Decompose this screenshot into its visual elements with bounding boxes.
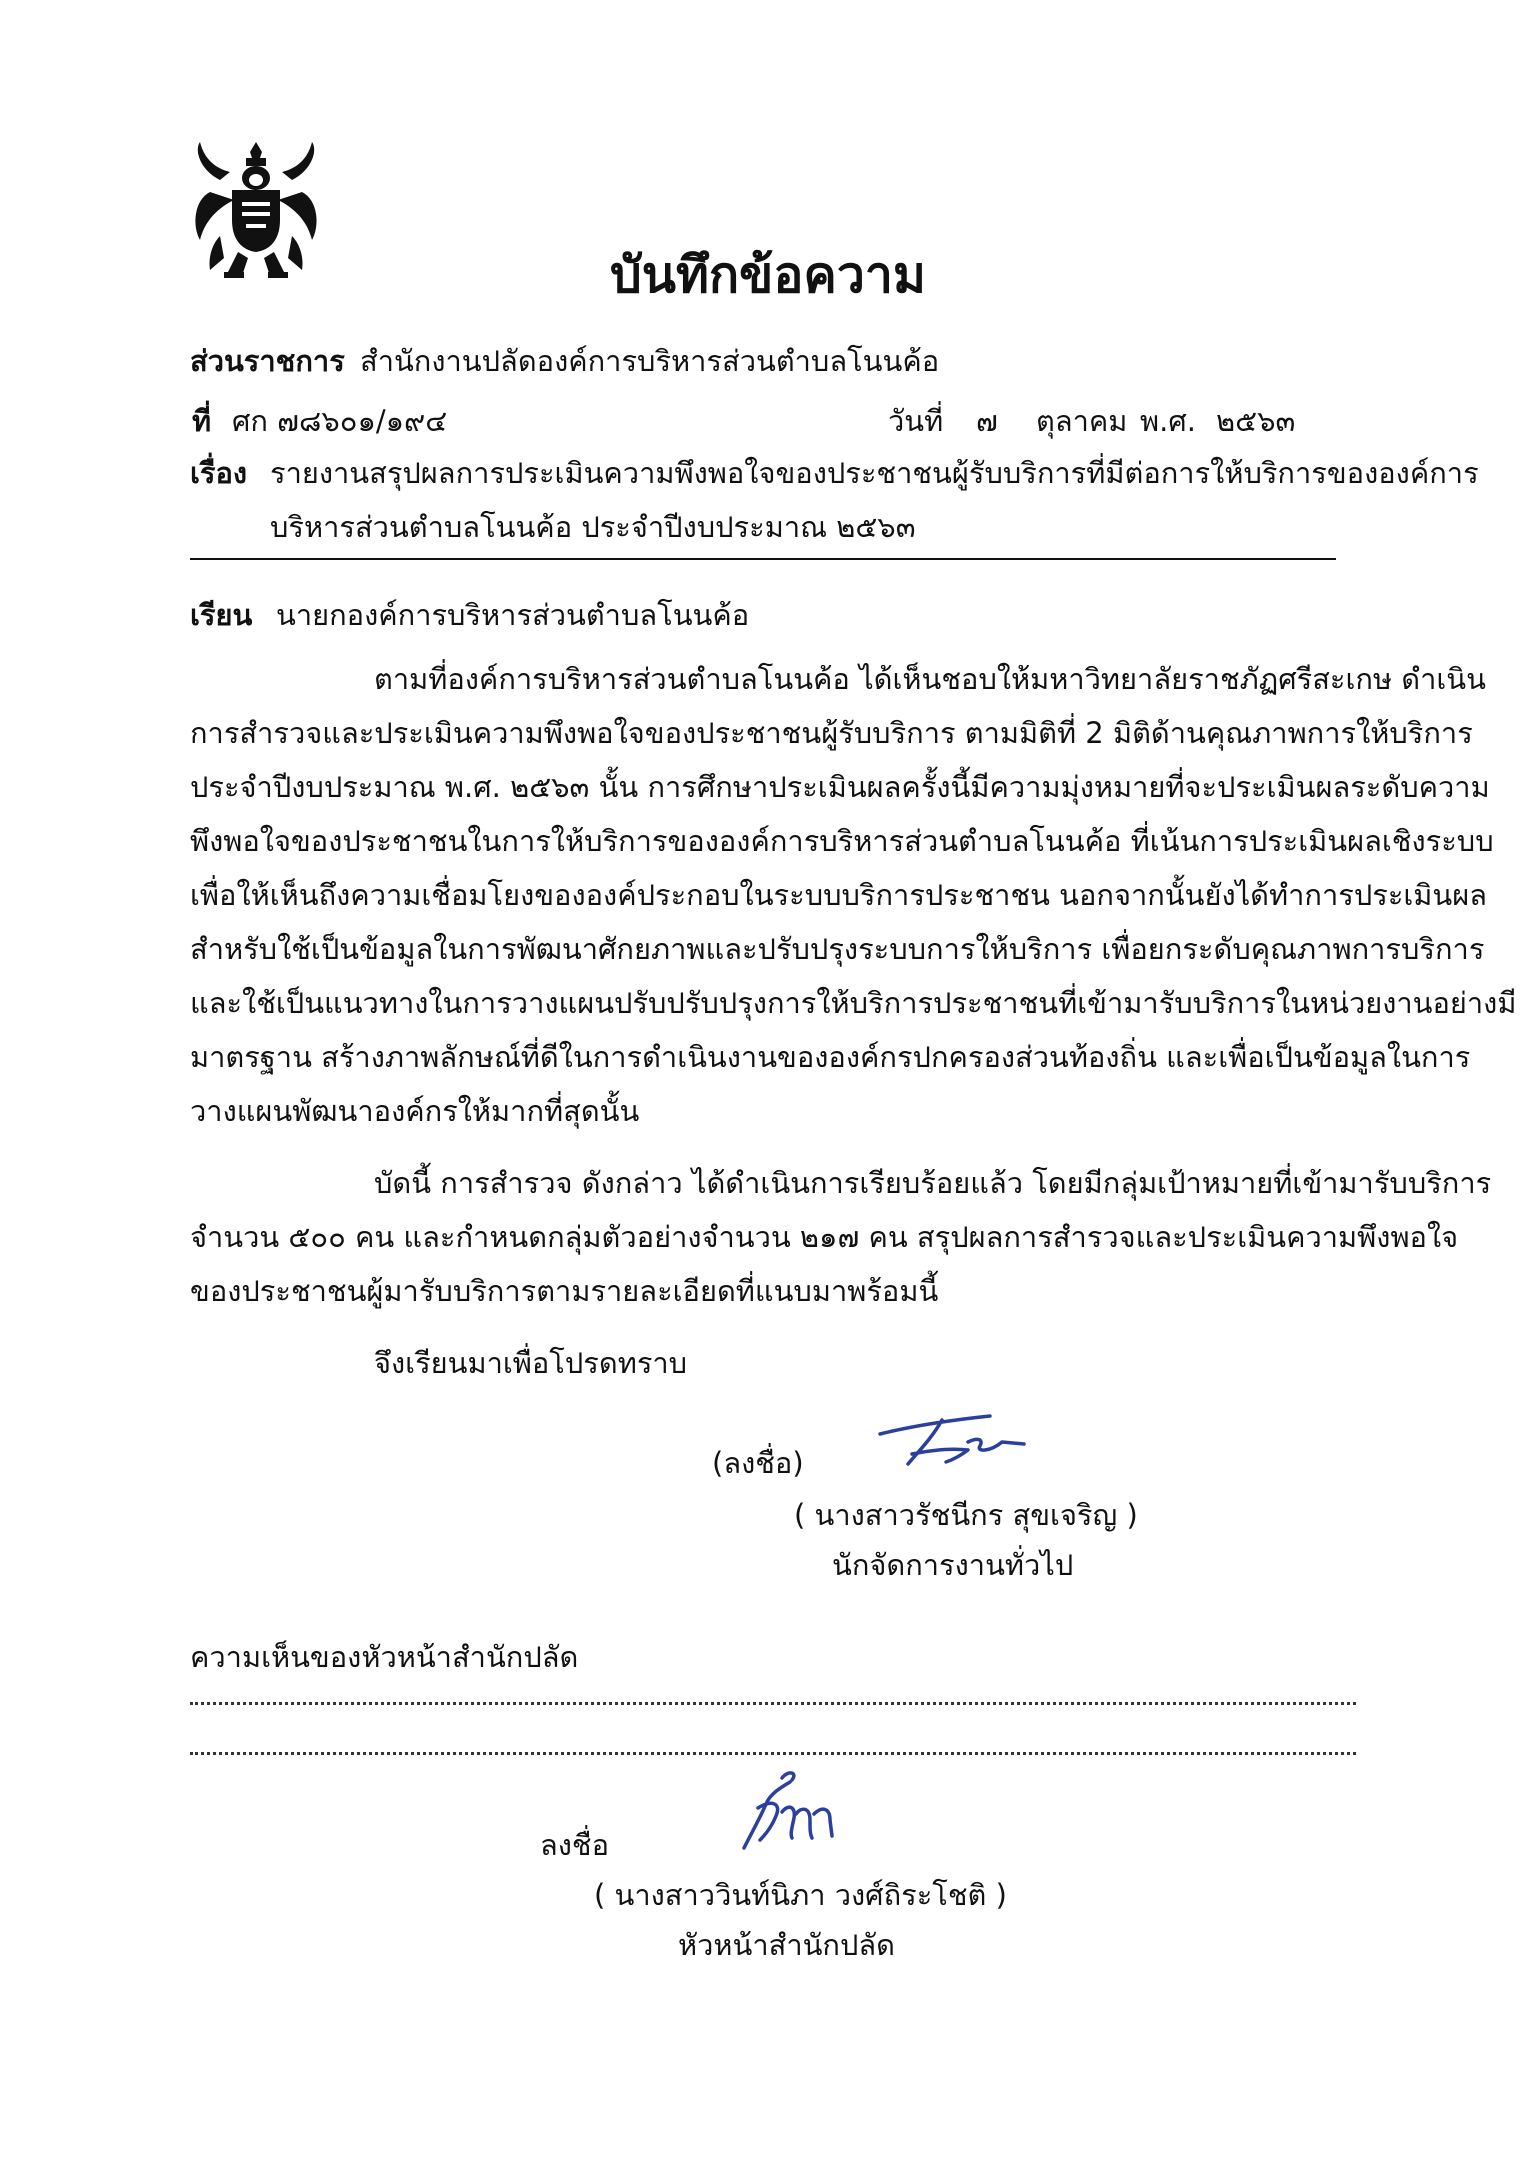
body-line: การสำรวจและประเมินความพึงพอใจของประชาชนผู้รับบริการ ตามมิติที่ 2 มิติด้านคุณภาพการให้บริการ: [190, 716, 1473, 750]
subject-line-2: บริหารส่วนตำบลโนนค้อ ประจำปีงบประมาณ ๒๕๖๓: [270, 510, 916, 544]
signature-2-label: ลงชื่อ: [540, 1828, 610, 1862]
body-line: ตามที่องค์การบริหารส่วนตำบลโนนค้อ ได้เห็นชอบให้มหาวิทยาลัยราชภัฏศรีสะเกษ ดำเนิน: [374, 662, 1486, 696]
comment-heading: ความเห็นของหัวหน้าสำนักปลัด: [190, 1640, 579, 1674]
signature-2-name: ( นางสาววินท์นิภา วงศ์ถิระโชติ ): [594, 1878, 1007, 1912]
comment-dotted-line: [190, 1702, 1356, 1705]
comment-dotted-line: [190, 1752, 1356, 1755]
subject-label: เรื่อง: [190, 456, 248, 490]
signature-1-position: นักจัดการงานทั่วไป: [832, 1548, 1074, 1582]
date-year: ๒๕๖๓: [1216, 404, 1296, 438]
ref-value: ศก ๗๘๖๐๑/๑๙๔: [232, 404, 448, 438]
body-line: พึงพอใจของประชาชนในการให้บริการขององค์การบริหารส่วนตำบลโนนค้อ ที่เน้นการประเมินผลเชิงระบบ: [190, 824, 1494, 858]
date-year-label: พ.ศ.: [1140, 404, 1196, 438]
agency-value: สำนักงานปลัดองค์การบริหารส่วนตำบลโนนค้อ: [360, 344, 940, 378]
signature-1-label: (ลงชื่อ): [712, 1446, 804, 1480]
body-line: ของประชาชนผู้มารับบริการตามรายละเอียดที่แนบมาพร้อมนี้: [190, 1274, 939, 1308]
body-line: เพื่อให้เห็นถึงความเชื่อมโยงขององค์ประกอบในระบบบริการประชาชน นอกจากนั้นยังได้ทำการประเมินผล: [190, 878, 1488, 912]
to-value: นายกองค์การบริหารส่วนตำบลโนนค้อ: [276, 598, 750, 632]
signature-1-image: [872, 1408, 1032, 1472]
memo-title: บันทึกข้อความ: [610, 246, 926, 304]
signature-1-name: ( นางสาวรัชนีกร สุขเจริญ ): [794, 1498, 1138, 1532]
body-line: มาตรฐาน สร้างภาพลักษณ์ที่ดีในการดำเนินงานขององค์กรปกครองส่วนท้องถิ่น และเพื่อเป็นข้อมูลในการ: [190, 1040, 1471, 1074]
body-line: ประจำปีงบประมาณ พ.ศ. ๒๕๖๓ นั้น การศึกษาประเมินผลครั้งนี้มีความมุ่งหมายที่จะประเมินผลระดับความ: [190, 770, 1490, 804]
ref-label: ที่: [192, 404, 212, 438]
closing-text: จึงเรียนมาเพื่อโปรดทราบ: [374, 1346, 688, 1380]
header-divider: [190, 558, 1336, 560]
body-paragraph-1: [190, 652, 1517, 1138]
body-line: และใช้เป็นแนวทางในการวางแผนปรับปรับปรุงการให้บริการประชาชนที่เข้ามารับบริการในหน่วยงานอย่างมี: [190, 986, 1517, 1020]
body-line: จำนวน ๕๐๐ คน และกำหนดกลุ่มตัวอย่างจำนวน ๒๑๗ คน สรุปผลการสำรวจและประเมินความพึงพอใจ: [190, 1220, 1459, 1254]
body-line: สำหรับใช้เป็นข้อมูลในการพัฒนาศักยภาพและปรับปรุงระบบการให้บริการ เพื่อยกระดับคุณภาพการบริการ: [190, 932, 1485, 966]
body-paragraph-2: [190, 1156, 1492, 1318]
body-line: วางแผนพัฒนาองค์กรให้มากที่สุดนั้น: [190, 1094, 640, 1128]
to-label: เรียน: [190, 598, 253, 632]
subject-line-1: รายงานสรุปผลการประเมินความพึงพอใจของประชาชนผู้รับบริการที่มีต่อการให้บริการขององค์การ: [270, 456, 1479, 490]
date-label: วันที่: [888, 404, 944, 438]
signature-2-image: [730, 1768, 860, 1858]
signature-2-position: หัวหน้าสำนักปลัด: [678, 1928, 896, 1962]
body-line: บัดนี้ การสำรวจ ดังกล่าว ได้ดำเนินการเรียบร้อยแล้ว โดยมีกลุ่มเป้าหมายที่เข้ามารับบริการ: [374, 1166, 1492, 1200]
date-month: ตุลาคม: [1036, 404, 1128, 438]
date-day: ๗: [976, 404, 998, 438]
agency-label: ส่วนราชการ: [190, 344, 345, 378]
